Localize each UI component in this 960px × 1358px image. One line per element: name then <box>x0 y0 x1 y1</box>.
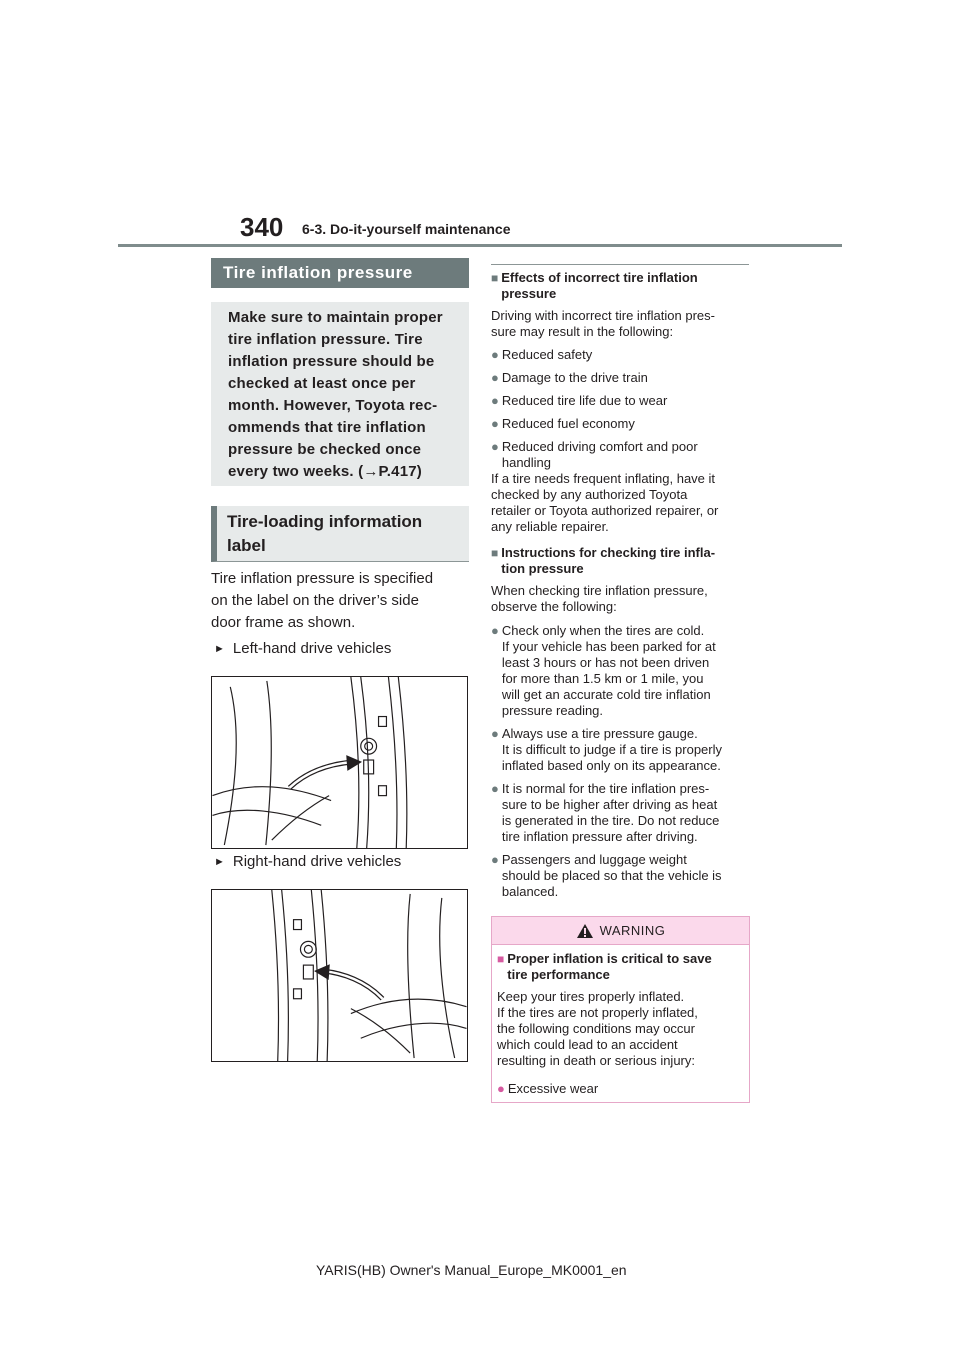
text-line: If a tire needs frequent inflating, have it <box>491 471 716 486</box>
heading-line: tire performance <box>507 967 610 982</box>
text-line: will get an accurate cold tire inflation <box>501 687 711 702</box>
square-bullet-icon: ■ <box>491 271 499 285</box>
triangle-icon: ► <box>214 642 225 655</box>
dot-bullet-icon: ● <box>491 416 499 431</box>
effects-heading <box>491 270 753 302</box>
heading-text <box>501 545 715 577</box>
text-line: Always use a tire pressure gauge. <box>501 726 698 741</box>
text-line: least 3 hours or has not been driven <box>501 655 710 670</box>
bullet-text <box>502 439 698 471</box>
bullet-text <box>502 623 716 719</box>
text-line: Reduced driving comfort and poor <box>501 439 698 454</box>
note-box: Make sure to maintain proper tire inflation pressure. Tire inflation pressure should be checked at least once per month. However, Toyota rec-ommends that tire inflation pressure be checked once every two weeks. (→P.417) <box>211 302 469 486</box>
bullet-text <box>502 852 722 900</box>
list-item <box>497 1081 747 1097</box>
text-line: the following conditions may occur <box>497 1021 695 1036</box>
text-line: It is difficult to judge if a tire is properly <box>501 742 722 757</box>
dot-bullet-icon: ● <box>491 781 499 796</box>
intro-line: door frame as shown. <box>211 614 356 631</box>
heading-line: Proper inflation is critical to save <box>507 951 712 966</box>
heading-line: Effects of incorrect tire inflation <box>501 270 698 285</box>
dot-bullet-icon: ● <box>497 1081 505 1096</box>
dot-bullet-icon: ● <box>491 439 499 454</box>
text-line: If your vehicle has been parked for at <box>501 639 716 654</box>
dot-bullet-icon: ● <box>491 370 499 385</box>
item-label: Left-hand drive vehicles <box>232 640 392 657</box>
effects-after <box>491 471 753 535</box>
text-line: sure to be higher after driving as heat <box>501 797 718 812</box>
list-item <box>491 623 753 719</box>
text-line: which could lead to an accident <box>497 1037 678 1052</box>
warning-heading <box>497 951 747 983</box>
header-rule <box>118 244 842 247</box>
lhd-illustration <box>211 676 468 849</box>
heading-line: pressure <box>501 286 557 301</box>
text-line: for more than 1.5 km or 1 mile, you <box>501 671 704 686</box>
text-line: inflated based only on its appearance. <box>501 758 721 773</box>
instructions-section <box>491 545 753 900</box>
intro-text <box>211 568 469 634</box>
bullet-text: Reduced tire life due to wear <box>501 393 668 408</box>
heading-tire-loading-label <box>211 506 469 562</box>
heading-line: label <box>227 536 266 555</box>
dot-bullet-icon: ● <box>491 393 499 408</box>
page-number: 340 <box>240 212 284 242</box>
heading-text <box>501 270 697 302</box>
text-line: sure may result in the following: <box>491 324 674 339</box>
intro-line: Tire inflation pressure is specified <box>211 570 434 587</box>
warning-content <box>497 951 747 1097</box>
text-line: resulting in death or serious injury: <box>497 1053 695 1068</box>
effects-intro <box>491 308 753 340</box>
text-line: Passengers and luggage weight <box>501 852 687 867</box>
list-item <box>491 726 753 774</box>
heading-line: tion pressure <box>501 561 584 576</box>
dot-bullet-icon: ● <box>491 623 499 638</box>
text-line: any reliable repairer. <box>491 519 609 534</box>
list-item <box>491 347 753 363</box>
list-item <box>491 439 753 471</box>
heading-line: Tire-loading information <box>227 512 423 531</box>
warning-header <box>491 916 750 945</box>
section-title: 6-3. Do-it-yourself maintenance <box>302 221 511 237</box>
text-line: retailer or Toyota authorized repairer, or <box>491 503 719 518</box>
text-line: handling <box>501 455 552 470</box>
effects-section <box>491 270 753 535</box>
triangle-icon: ► <box>214 855 225 868</box>
list-item <box>491 852 753 900</box>
text-line: pressure reading. <box>501 703 604 718</box>
list-item <box>491 393 753 409</box>
warning-title: WARNING <box>599 923 666 938</box>
list-item <box>491 416 753 432</box>
list-item <box>491 781 753 845</box>
text-line: tire inflation pressure after driving. <box>501 829 698 844</box>
item-label: Right-hand drive vehicles <box>232 853 402 870</box>
text-line: When checking tire inflation pressure, <box>491 583 708 598</box>
instructions-heading <box>491 545 753 577</box>
bullet-text: Reduced safety <box>501 347 593 362</box>
warning-triangle-icon <box>576 923 594 939</box>
door-frame-rhd-icon <box>212 890 467 1061</box>
list-item-left-hand <box>214 640 464 657</box>
text-line: If the tires are not properly inflated, <box>497 1005 698 1020</box>
door-frame-lhd-icon <box>212 677 467 848</box>
bullet-text: Reduced fuel economy <box>501 416 635 431</box>
text-line: Driving with incorrect tire inflation pres- <box>491 308 715 323</box>
text-line: should be placed so that the vehicle is <box>501 868 722 883</box>
text-line: is generated in the tire. Do not reduce <box>501 813 720 828</box>
heading-line: Instructions for checking tire infla- <box>501 545 716 560</box>
text-line: It is normal for the tire inflation pres- <box>501 781 710 796</box>
warning-title-row <box>492 917 749 944</box>
heading-tire-inflation-pressure: Tire inflation pressure <box>211 258 469 288</box>
text-line: observe the following: <box>491 599 617 614</box>
intro-line: on the label on the driver’s side <box>211 592 419 609</box>
dot-bullet-icon: ● <box>491 347 499 362</box>
warning-body <box>497 989 747 1069</box>
bullet-text: Excessive wear <box>507 1081 599 1096</box>
list-item-right-hand <box>214 853 464 870</box>
text-line: checked by any authorized Toyota <box>491 487 688 502</box>
dot-bullet-icon: ● <box>491 726 499 741</box>
bullet-text <box>502 781 720 845</box>
list-item <box>491 370 753 386</box>
heading-text <box>507 951 711 983</box>
footer-text: YARIS(HB) Owner's Manual_Europe_MK0001_en <box>316 1262 627 1278</box>
dot-bullet-icon: ● <box>491 852 499 867</box>
square-bullet-icon: ■ <box>497 952 505 966</box>
rhd-illustration <box>211 889 468 1062</box>
square-bullet-icon: ■ <box>491 546 499 560</box>
text-line: balanced. <box>501 884 559 899</box>
bullet-text <box>502 726 722 774</box>
bullet-text: Damage to the drive train <box>501 370 648 385</box>
instructions-intro <box>491 583 753 615</box>
column-rule <box>491 264 749 265</box>
text-line: Check only when the tires are cold. <box>501 623 705 638</box>
text-line: Keep your tires properly inflated. <box>497 989 685 1004</box>
